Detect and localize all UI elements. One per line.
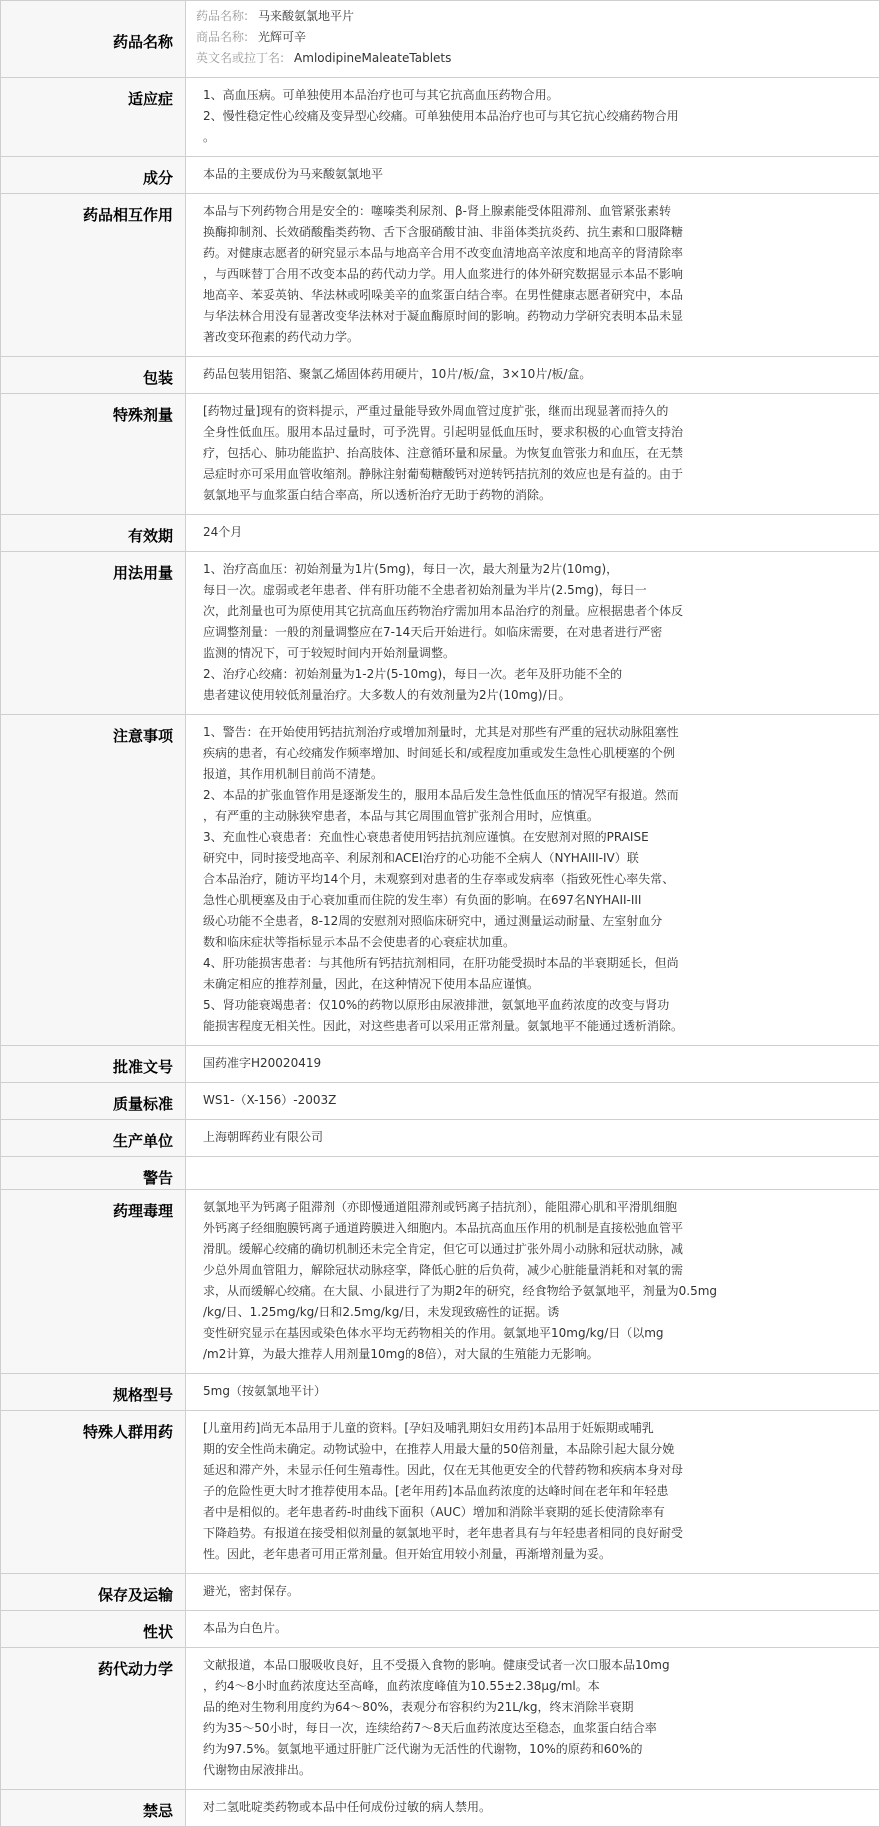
row-appearance <box>1 1611 880 1648</box>
text-line: 求，从而缓解心绞痛。在大鼠、小鼠进行了为期2年的研究，经食物给予氨氯地平，剂量为0.5mg <box>203 1284 718 1298</box>
text-line: 未确定相应的推荐剂量，因此，在这种情况下使用本品应谨慎。 <box>203 977 540 991</box>
label-appearance: 性状 <box>1 1611 186 1648</box>
value-manufacturer: 上海朝晖药业有限公司 <box>186 1120 880 1157</box>
trade-name-value: 光辉可辛 <box>258 30 307 44</box>
label-caution: 注意事项 <box>1 715 186 1046</box>
row-dosage <box>1 552 880 715</box>
text-line: 期的安全性尚未确定。动物试验中，在推荐人用最大量的50倍剂量，本品除引起大鼠分娩 <box>203 1442 675 1456</box>
label-indication: 适应症 <box>1 78 186 157</box>
row-warning <box>1 1157 880 1190</box>
text-line: 能损害程度无相关性。因此，对这些患者可以采用正常剂量。氨氯地平不能通过透析消除。 <box>203 1019 684 1033</box>
value-approval: 国药准字H20020419 <box>186 1046 880 1083</box>
row-ingredient <box>1 157 880 194</box>
value-special-groups <box>186 1411 880 1574</box>
text-line: 性。因此，老年患者可用正常剂量。但开始宜用较小剂量，再渐增剂量为妥。 <box>203 1547 612 1561</box>
text-line: 氨氯地平为钙离子阻滞剂（亦即慢通道阻滞剂或钙离子拮抗剂），能阻滞心肌和平滑肌细胞 <box>203 1200 678 1214</box>
text-line: ，有严重的主动脉狭窄患者，本品与其它周围血管扩张剂合用时，应慎重。 <box>203 809 600 823</box>
label-warning: 警告 <box>1 1157 186 1190</box>
label-contraindication: 禁忌 <box>1 1790 186 1827</box>
value-appearance: 本品为白色片。 <box>186 1611 880 1648</box>
label-storage: 保存及运输 <box>1 1574 186 1611</box>
row-drug-name <box>1 1 880 78</box>
text-line: 急性心肌梗塞及由于心衰加重而住院的发生率）有负面的影响。在697名NYHAII-III <box>203 893 642 907</box>
text-line: 级心功能不全患者，8-12周的安慰剂对照临床研究中，通过测量运动耐量、左室射血分 <box>203 914 663 928</box>
text-line: 2、慢性稳定性心绞痛及变异型心绞痛。可单独使用本品治疗也可与其它抗心绞痛药物合用 <box>203 109 679 123</box>
row-caution <box>1 715 880 1046</box>
value-storage: 避光，密封保存。 <box>186 1574 880 1611</box>
text-line: 少总外周血管阻力，解除冠状动脉痉挛，降低心脏的后负荷，减少心脏能量消耗和对氧的需 <box>203 1263 684 1277</box>
text-line: 1、高血压病。可单独使用本品治疗也可与其它抗高血压药物合用。 <box>203 88 559 102</box>
row-standard <box>1 1083 880 1120</box>
text-line: 全身性低血压。服用本品过量时，可予洗胃。引起明显低血压时，要求积极的心血管支持治 <box>203 425 684 439</box>
text-line: 3、充血性心衰患者：充血性心衰患者使用钙拮抗剂应谨慎。在安慰剂对照的PRAISE <box>203 830 649 844</box>
text-line: 文献报道，本品口服吸收良好，且不受摄入食物的影响。健康受试者一次口服本品10mg <box>203 1658 670 1672</box>
text-line: 外钙离子经细胞膜钙离子通道跨膜进入细胞内。本品抗高血压作用的机制是直接松弛血管平 <box>203 1221 684 1235</box>
row-manufacturer <box>1 1120 880 1157</box>
text-line: 合本品治疗，随访平均14个月，未观察到对患者的生存率或发病率（指致死性心率失常、 <box>203 872 675 886</box>
text-line: 数和临床症状等指标显示本品不会使患者的心衰症状加重。 <box>203 935 516 949</box>
value-validity: 24个月 <box>186 515 880 552</box>
label-special-groups: 特殊人群用药 <box>1 1411 186 1574</box>
generic-name-label: 药品名称: <box>196 9 249 23</box>
text-line: 品的绝对生物利用度约为64～80%，表观分布容积约为21L/kg，终末消除半衰期 <box>203 1700 634 1714</box>
text-line: [儿童用药]尚无本品用于儿童的资料。[孕妇及哺乳期妇女用药]本品用于妊娠期或哺乳 <box>203 1421 654 1435</box>
text-line: 与华法林合用没有显著改变华法林对于凝血酶原时间的影响。药物动力学研究表明本品未显 <box>203 309 684 323</box>
text-line: 地高辛、苯妥英钠、华法林或吲哚美辛的血浆蛋白结合率。在男性健康志愿者研究中，本品 <box>203 288 684 302</box>
value-overdose <box>186 394 880 515</box>
text-line: 约为35～50小时，每日一次，连续给药7～8天后血药浓度达至稳态，血浆蛋白结合率 <box>203 1721 657 1735</box>
trade-name-label: 商品名称: <box>196 30 249 44</box>
label-spec: 规格型号 <box>1 1374 186 1411</box>
text-line: 4、肝功能损害患者：与其他所有钙拮抗剂相同，在肝功能受损时本品的半衰期延长，但尚 <box>203 956 679 970</box>
label-overdose: 特殊剂量 <box>1 394 186 515</box>
text-line: 子的危险性更大时才推荐使用本品。[老年用药]本品血药浓度的达峰时间在老年和年轻患 <box>203 1484 669 1498</box>
row-package <box>1 357 880 394</box>
row-approval <box>1 1046 880 1083</box>
text-line: 1、警告：在开始使用钙拮抗剂治疗或增加剂量时，尤其是对那些有严重的冠状动脉阻塞性 <box>203 725 679 739</box>
row-overdose <box>1 394 880 515</box>
label-package: 包装 <box>1 357 186 394</box>
label-standard: 质量标准 <box>1 1083 186 1120</box>
value-warning <box>186 1157 880 1190</box>
english-name-label: 英文名或拉丁名: <box>196 51 285 65</box>
text-line: 药。对健康志愿者的研究显示本品与地高辛合用不改变血清地高辛浓度和地高辛的肾清除率 <box>203 246 684 260</box>
text-line: /m2计算，为最大推荐人用剂量10mg的8倍），对大鼠的生殖能力无影响。 <box>203 1347 599 1361</box>
row-validity <box>1 515 880 552</box>
english-name-value: AmlodipineMaleateTablets <box>294 51 452 65</box>
text-line: 。 <box>203 130 216 144</box>
text-line: ，约4～8小时血药浓度达至高峰，血药浓度峰值为10.55±2.38μg/ml。本 <box>203 1679 600 1693</box>
text-line: 代谢物由尿液排出。 <box>203 1763 312 1777</box>
text-line: 变性研究显示在基因或染色体水平均无药物相关的作用。氨氯地平10mg/kg/日（以mg <box>203 1326 664 1340</box>
text-line: 报道，其作用机制目前尚不清楚。 <box>203 767 384 781</box>
label-approval: 批准文号 <box>1 1046 186 1083</box>
value-standard: WS1-（X-156）-2003Z <box>186 1083 880 1120</box>
label-manufacturer: 生产单位 <box>1 1120 186 1157</box>
value-dosage <box>186 552 880 715</box>
text-line: 2、治疗心绞痛：初始剂量为1-2片(5-10mg)，每日一次。老年及肝功能不全的 <box>203 667 623 681</box>
label-validity: 有效期 <box>1 515 186 552</box>
label-pharmacokinetics: 药代动力学 <box>1 1648 186 1790</box>
text-line: 忌症时亦可采用血管收缩剂。静脉注射葡萄糖酸钙对逆转钙拮抗剂的效应也是有益的。由于 <box>203 467 684 481</box>
text-line: 应调整剂量：一般的剂量调整应在7-14天后开始进行。如临床需要，在对患者进行严密 <box>203 625 663 639</box>
label-interaction: 药品相互作用 <box>1 194 186 357</box>
row-storage <box>1 1574 880 1611</box>
text-line: 疾病的患者，有心绞痛发作频率增加、时间延长和/或程度加重或发生急性心肌梗塞的个例 <box>203 746 676 760</box>
text-line: ，与西咪替丁合用不改变本品的药代动力学。用人血浆进行的体外研究数据显示本品不影响 <box>203 267 684 281</box>
text-line: 滑肌。缓解心绞痛的确切机制还未完全肯定，但它可以通过扩张外周小动脉和冠状动脉，减 <box>203 1242 684 1256</box>
generic-name-value: 马来酸氨氯地平片 <box>258 9 355 23</box>
label-ingredient: 成分 <box>1 157 186 194</box>
text-line: 研究中，同时接受地高辛、利尿剂和ACEI治疗的心功能不全病人（NYHAIII-IV）联 <box>203 851 639 865</box>
text-line: 每日一次。虚弱或老年患者、伴有肝功能不全患者初始剂量为半片(2.5mg)，每日一 <box>203 583 647 597</box>
text-line: 5、肾功能衰竭患者：仅10%的药物以原形由尿液排泄，氨氯地平血药浓度的改变与肾功 <box>203 998 670 1012</box>
text-line: 著改变环孢素的药代动力学。 <box>203 330 360 344</box>
label-drug-name: 药品名称 <box>1 1 186 78</box>
value-spec: 5mg（按氨氯地平计） <box>186 1374 880 1411</box>
text-line: 监测的情况下，可于较短时间内开始剂量调整。 <box>203 646 456 660</box>
text-line: 下降趋势。有报道在接受相似剂量的氨氯地平时，老年患者具有与年轻患者相同的良好耐受 <box>203 1526 684 1540</box>
text-line: 者中是相似的。老年患者药-时曲线下面积（AUC）增加和消除半衰期的延长使清除率有 <box>203 1505 665 1519</box>
row-special-groups <box>1 1411 880 1574</box>
row-contraindication <box>1 1790 880 1827</box>
label-dosage: 用法用量 <box>1 552 186 715</box>
text-line: 次，此剂量也可为原使用其它抗高血压药物治疗需加用本品治疗的剂量。应根据患者个体反 <box>203 604 684 618</box>
text-line: 约为97.5%。氨氯地平通过肝脏广泛代谢为无活性的代谢物，10%的原药和60%的 <box>203 1742 643 1756</box>
text-line: 氨氯地平与血浆蛋白结合率高，所以透析治疗无助于药物的消除。 <box>203 488 552 502</box>
row-indication <box>1 78 880 157</box>
value-pharmacology <box>186 1190 880 1374</box>
value-contraindication: 对二氢吡啶类药物或本品中任何成份过敏的病人禁用。 <box>186 1790 880 1827</box>
text-line: 疗，包括心、肺功能监护、抬高肢体、注意循环量和尿量。为恢复血管张力和血压，在无禁 <box>203 446 684 460</box>
value-package: 药品包装用铝箔、聚氯乙烯固体药用硬片，10片/板/盒，3×10片/板/盒。 <box>186 357 880 394</box>
value-drug-name <box>186 1 880 78</box>
value-ingredient: 本品的主要成份为马来酸氨氯地平 <box>186 157 880 194</box>
text-line: 本品与下列药物合用是安全的：噻嗪类利尿剂、β-肾上腺素能受体阻滞剂、血管紧张素转 <box>203 204 671 218</box>
row-pharmacokinetics <box>1 1648 880 1790</box>
text-line: 1、治疗高血压：初始剂量为1片(5mg)，每日一次，最大剂量为2片(10mg)， <box>203 562 619 576</box>
row-pharmacology <box>1 1190 880 1374</box>
value-pharmacokinetics <box>186 1648 880 1790</box>
row-interaction <box>1 194 880 357</box>
text-line: [药物过量]现有的资料提示，严重过量能导致外周血管过度扩张，继而出现显著而持久的 <box>203 404 669 418</box>
value-interaction <box>186 194 880 357</box>
text-line: /kg/日、1.25mg/kg/日和2.5mg/kg/日，未发现致癌性的证据。诱 <box>203 1305 560 1319</box>
label-pharmacology: 药理毒理 <box>1 1190 186 1374</box>
value-indication <box>186 78 880 157</box>
text-line: 延迟和滞产外，未显示任何生殖毒性。因此，仅在无其他更安全的代替药物和疾病本身对母 <box>203 1463 684 1477</box>
text-line: 2、本品的扩张血管作用是逐渐发生的，服用本品后发生急性低血压的情况罕有报道。然而 <box>203 788 679 802</box>
value-caution <box>186 715 880 1046</box>
row-spec <box>1 1374 880 1411</box>
text-line: 换酶抑制剂、长效硝酸酯类药物、舌下含服硝酸甘油、非甾体类抗炎药、抗生素和口服降糖 <box>203 225 684 239</box>
text-line: 患者建议使用较低剂量治疗。大多数人的有效剂量为2片(10mg)/日。 <box>203 688 571 702</box>
